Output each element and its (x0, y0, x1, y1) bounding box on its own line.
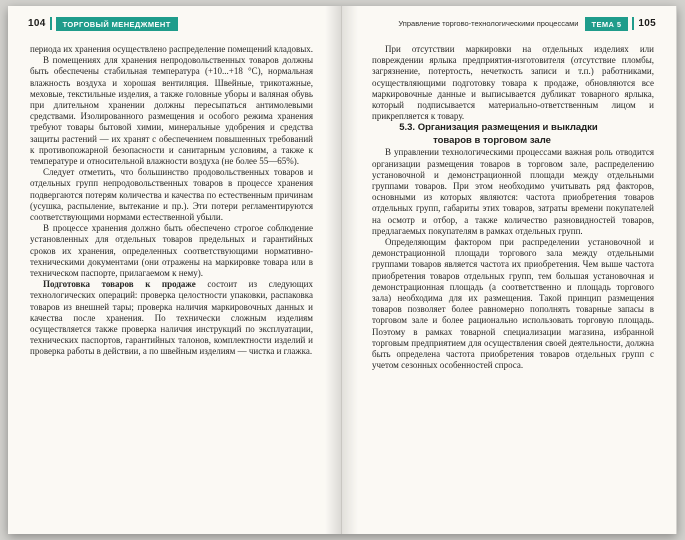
left-page-body (30, 44, 313, 358)
left-page-header (28, 16, 315, 31)
left-page (8, 6, 342, 534)
paragraph-continuation: периода их хранения осуществлено распределение помещений кладовых. (30, 44, 314, 54)
right-page-header (368, 16, 656, 31)
paragraph-rest: состоит из следующих технологических операций: проверка целостности упаковки, распаковка товаров из внешней тары; проверка наличия маркировочных данных и качества после хранения. По технически сложным изделиям осуществляется также проверка наличия инструкций по эксплуатации, технических паспортов, гарантийных талонов, комплектности изделий и проверка работы в действии, а по швейным изделиям — чистка и глажка. (30, 279, 314, 357)
right-page (342, 6, 676, 534)
paragraph-purchase-frequency: Определяющим фактором при распределении установочной и демонстрационной площади торгового зала между отдельными группами товаров является частота их приобретения. Чем выше частота приобретения товаров отдельных групп, тем большая установочная и демонстрационная площадь (а соответственно и площадь торгового зала) необходима для их размещения. Такой принцип размещения товаров позволяет более равномерно пополнять товарные запасы в торговом зале и более рационально использовать торговую площадь. Поэтому в рамках товарной специализации магазина, избранной торговым предприятием для осуществления своей деятельности, должна быть определена частота приобретения товаров отдельных групп с учетом сезонных особенностей спроса. (372, 237, 654, 371)
book-spread (8, 6, 677, 534)
header-divider-rule (632, 17, 634, 30)
paragraph-sale-preparation (30, 279, 313, 357)
section-heading-5-3: 5.3. Организация размещения и выкладки товаров в торговом зале (399, 122, 598, 146)
running-title: Управление торгово-технологическими процессами (398, 19, 579, 28)
paragraph-marking-duplicate: При отсутствии маркировки на отдельных изделиях или повреждении ярлыка предприятия-изготовителя (отсутствие пломбы, загрязнение, потертость, нечеткость записи и т.п.) работниками, осуществляющими подготовку товара к продаже, обновляются все маркировочные данные и выписывается дубликат товарного ярлыка, который подписывается материально-ответственным лицом и прикрепляется к товару. (372, 44, 654, 122)
paragraph-natural-losses: Следует отметить, что большинство продовольственных товаров и отдельных групп непродовольственных товаров в процессе хранения подвергаются потерям количества и качества по естественным причинам (усушка, распыление, вытекание и пр.). Эти потери регламентируются соответствующими нормами естественной убыли. (30, 167, 313, 223)
paragraph-placement-factors: В управлении технологическими процессами важная роль отводится организации размещения товаров в торговом зале, распределению установочной и демонстрационной площади между отдельными группами товаров. При этом необходимо учитывать ряд факторов, основными из которых являются: частота приобретения товаров отдельных групп, габариты этих товаров, затраты времени покупателей на осмотр и отбор, а также количество разновидностей товаров, предлагаемых покупателям в рамках отдельных групп. (372, 147, 654, 236)
paragraph-storage-conditions: В помещениях для хранения непродовольственных товаров должны быть обеспечены стабильная температура (+10...+18 °С), нормальная влажность воздуха и хорошая вентиляция. Швейные, трикотажные, меховые, текстильные изделия, а также головные уборы и валяная обувь при длительном хранении должны пересыпаться антимолевыми средствами. Изолированного размещения и особого режима хранения требуют товары бытовой химии, минеральные удобрения и средства защиты растений — их хранят с обеспечением повышенных требований к противопожарной безопасности и санитарным условиям, а также к температуре и относительной влажности воздуха (не более 55—65%). (30, 55, 313, 167)
paragraph-storage-terms: В процессе хранения должно быть обеспечено строгое соблюдение установленных для отдельных товаров предельных и гарантийных сроков их хранения, определенных соответствующими нормативно-техническими документами (они отражены на маркировке товара или в техническом паспорте, прилагаемом к нему). (30, 223, 313, 279)
tema-badge: ТЕМА 5 (585, 17, 629, 31)
header-divider-rule (50, 17, 52, 30)
right-page-number: 105 (638, 18, 656, 29)
book-title-badge: ТОРГОВЫЙ МЕНЕДЖМЕНТ (56, 17, 178, 31)
left-page-number: 104 (28, 18, 46, 29)
right-page-body (372, 44, 654, 371)
paragraph-lead-bold: Подготовка товаров к продаже (43, 279, 196, 290)
